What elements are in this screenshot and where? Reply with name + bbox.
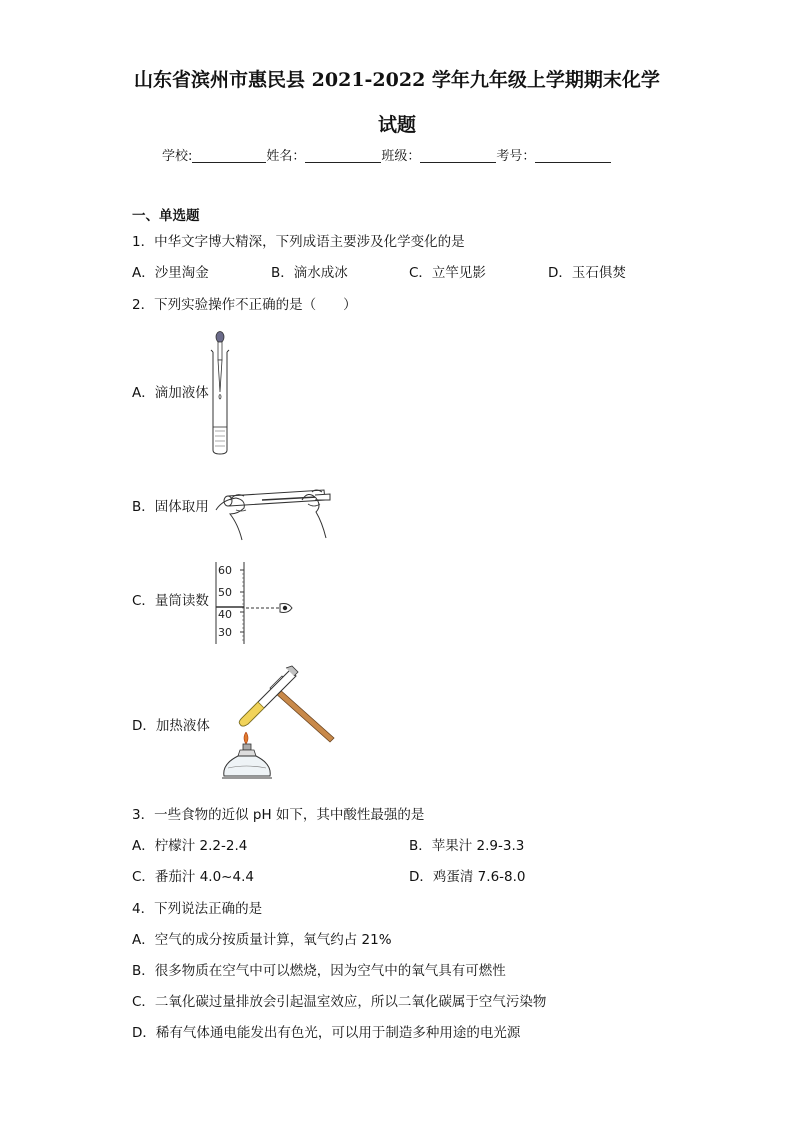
cylinder-tick-50: 50 — [218, 586, 232, 599]
name-label: 姓名： — [266, 149, 306, 164]
q3-stem: 3．一些食物的近似 pH 如下，其中酸性最强的是 — [132, 807, 425, 823]
q3-option-b[interactable]: B．苹果汁 2.9-3.3 — [409, 838, 525, 854]
q4-option-a[interactable]: A．空气的成分按质量计算，氧气约占 21% — [132, 932, 392, 948]
q1-stem: 1．中华文字博大精深，下列成语主要涉及化学变化的是 — [132, 234, 465, 250]
exam-title-line1: 山东省滨州市惠民县 2021-2022 学年九年级上学期期末化学 — [134, 69, 660, 91]
q3-option-a[interactable]: A．柠檬汁 2.2-2.4 — [132, 838, 248, 854]
heating-liquid-illustration — [218, 664, 346, 786]
cylinder-tick-40: 40 — [218, 608, 232, 621]
class-blank[interactable] — [420, 148, 496, 163]
q1-option-b[interactable]: B．滴水成冰 — [271, 265, 348, 281]
school-label: 学校: — [162, 149, 193, 164]
q4-option-d[interactable]: D．稀有气体通电能发出有色光，可以用于制造多种用途的电光源 — [132, 1025, 521, 1041]
q2-stem: 2．下列实验操作不正确的是（ ） — [132, 297, 357, 313]
measuring-cylinder-illustration — [210, 560, 300, 646]
school-blank[interactable] — [192, 148, 266, 163]
number-label: 考号： — [496, 149, 536, 164]
q2-option-d[interactable]: D．加热液体 — [132, 718, 210, 734]
q1-option-c[interactable]: C．立竿见影 — [409, 265, 486, 281]
exam-title-line2: 试题 — [377, 114, 416, 136]
q2-option-b[interactable]: B．固体取用 — [132, 499, 209, 515]
q3-option-c[interactable]: C．番茄汁 4.0~4.4 — [132, 869, 254, 885]
name-blank[interactable] — [305, 148, 381, 163]
q1-option-a[interactable]: A．沙里淘金 — [132, 265, 209, 281]
q2-option-c[interactable]: C．量筒读数 — [132, 593, 209, 609]
solid-sampling-illustration — [212, 470, 342, 546]
q4-stem: 4．下列说法正确的是 — [132, 901, 263, 917]
q1-option-d[interactable]: D．玉石俱焚 — [548, 265, 626, 281]
class-label: 班级： — [381, 149, 421, 164]
dropper-test-tube-illustration — [205, 330, 245, 458]
number-blank[interactable] — [535, 148, 611, 163]
q4-option-c[interactable]: C．二氧化碳过量排放会引起温室效应，所以二氧化碳属于空气污染物 — [132, 994, 547, 1010]
section-heading: 一、单选题 — [132, 208, 200, 224]
q3-option-d[interactable]: D．鸡蛋清 7.6-8.0 — [409, 869, 526, 885]
cylinder-tick-60: 60 — [218, 564, 232, 577]
q4-option-b[interactable]: B．很多物质在空气中可以燃烧，因为空气中的氧气具有可燃性 — [132, 963, 506, 979]
cylinder-tick-30: 30 — [218, 626, 232, 639]
q2-option-a[interactable]: A．滴加液体 — [132, 385, 209, 401]
student-info-row — [162, 145, 611, 164]
